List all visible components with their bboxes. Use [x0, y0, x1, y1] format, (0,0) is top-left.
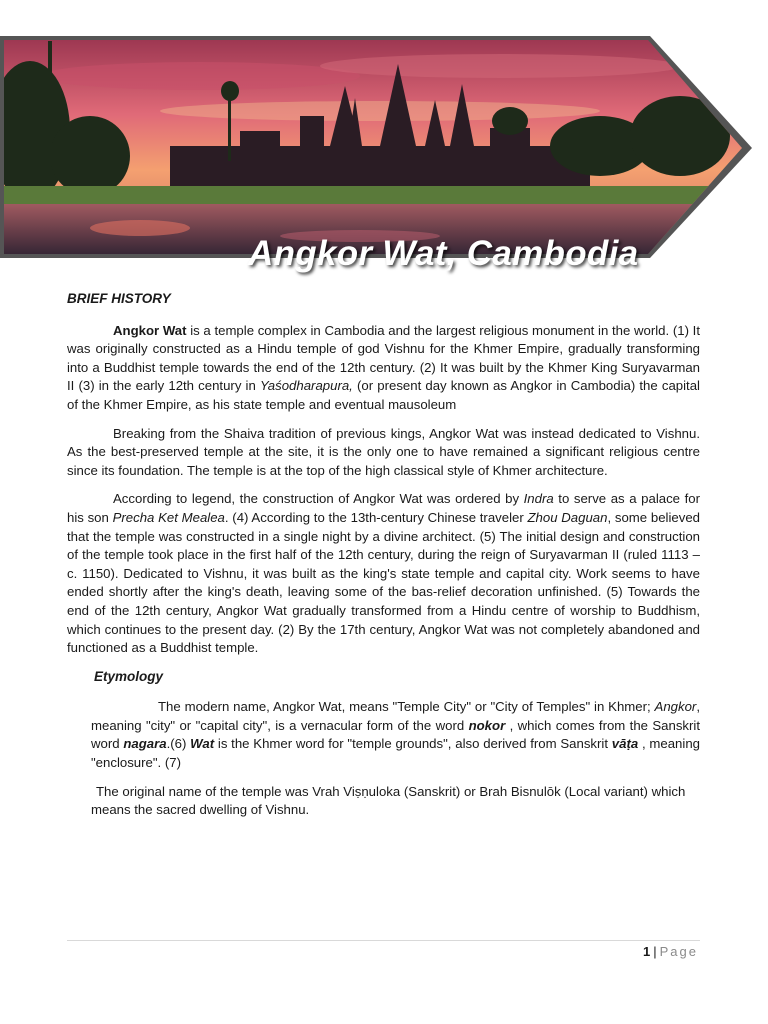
term-angkor: Angkor [654, 699, 697, 715]
text: Breaking from the Shaiva tradition of previous kings, Angkor Wat was instead dedicated to Vishnu. As the best-preserved temple at the site, it is the only one to have remained a significant religious centre since its foundation. The temple is at the top of the high classical style of Khmer architecture. [67, 425, 700, 478]
text: is a temple complex in Cambodia and the largest religious monument in the world. (1) It was originally constructed as a Hindu temple of god Vishnu for the Khmer Empire, gradually transforming into a Buddhist temple towards the end of the 12th century. (2) It was built by the Khmer King Suryavarman II (3) in the early 12th century in [67, 322, 700, 394]
page-separator: | [653, 944, 657, 959]
text: . (4) According to the 13th-century Chinese traveler [224, 509, 528, 525]
original-name-paragraph [91, 783, 700, 820]
term-yasodharapura: Yaśodharapura, [259, 378, 353, 394]
text: , which comes from the Sanskrit word [91, 717, 700, 752]
text: According to legend, the construction of Angkor Wat was ordered by [113, 491, 524, 507]
text: .(6) [166, 736, 191, 752]
text: , meaning "enclosure". (7) [91, 736, 700, 771]
term-wat: Wat [190, 736, 215, 752]
text: The original name of the temple was Vrah Viṣṇuloka (Sanskrit) or Brah Bisnulōk (Local variant) which means the sacred dwelling of Vishnu. [91, 783, 686, 818]
term-zhou-daguan: Zhou Daguan [527, 509, 608, 525]
paragraph-intro [67, 322, 700, 415]
term-indra: Indra [523, 491, 554, 507]
paragraph-shaiva [67, 425, 700, 481]
term-nokor: nokor [468, 717, 506, 733]
etymology-paragraph [91, 698, 700, 772]
term-angkor-wat: Angkor Wat [113, 322, 187, 338]
etymology-heading: Etymology [94, 668, 164, 684]
text: , some believed that the temple was constructed in a single night by a divine architect. (5) The initial design and construction of the temple took place in the first half of the 12th century, during the reign of Suryavarman II (ruled 1113 – c. 1150). Dedicated to Vishnu, it was built as the king's state temple and capital city. Work seems to have ended shortly after the king's death, leaving some of the bas-relief decoration unfinished. (5) Towards the end of the 12th century, Angkor Wat gradually transformed from a Hindu centre of worship to Buddhism, which continues to the present day. (2) By the 17th century, Angkor Wat was not completely abandoned and functioned as a Buddhist temple. [67, 509, 700, 656]
document-body [67, 290, 700, 833]
section-heading: BRIEF HISTORY [67, 291, 171, 306]
paragraph-legend [67, 490, 700, 657]
footer-divider [67, 940, 700, 941]
text: , meaning "city" or "capital city", is a vernacular form of the word [91, 699, 700, 733]
text: (or present day known as Angkor in Cambodia) the capital of the Khmer Empire, as his state temple and eventual mausoleum [67, 378, 700, 412]
header-banner [0, 36, 768, 273]
banner-photo [0, 36, 768, 260]
page-number [643, 944, 698, 959]
page-label: Page [659, 944, 698, 959]
page-number-value: 1 [643, 944, 651, 959]
text: The modern name, Angkor Wat, means "Temple City" or "City of Temples" in Khmer; [158, 699, 655, 715]
text: is the Khmer word for "temple grounds", also derived from Sanskrit [214, 736, 612, 752]
text: to serve as a palace for his son [67, 491, 700, 525]
term-nagara: nagara [123, 736, 167, 752]
term-precha-ket-mealea: Precha Ket Mealea [112, 509, 225, 525]
term-vata: vāṭa [611, 736, 639, 752]
banner-title: Angkor Wat, Cambodia [248, 234, 639, 273]
